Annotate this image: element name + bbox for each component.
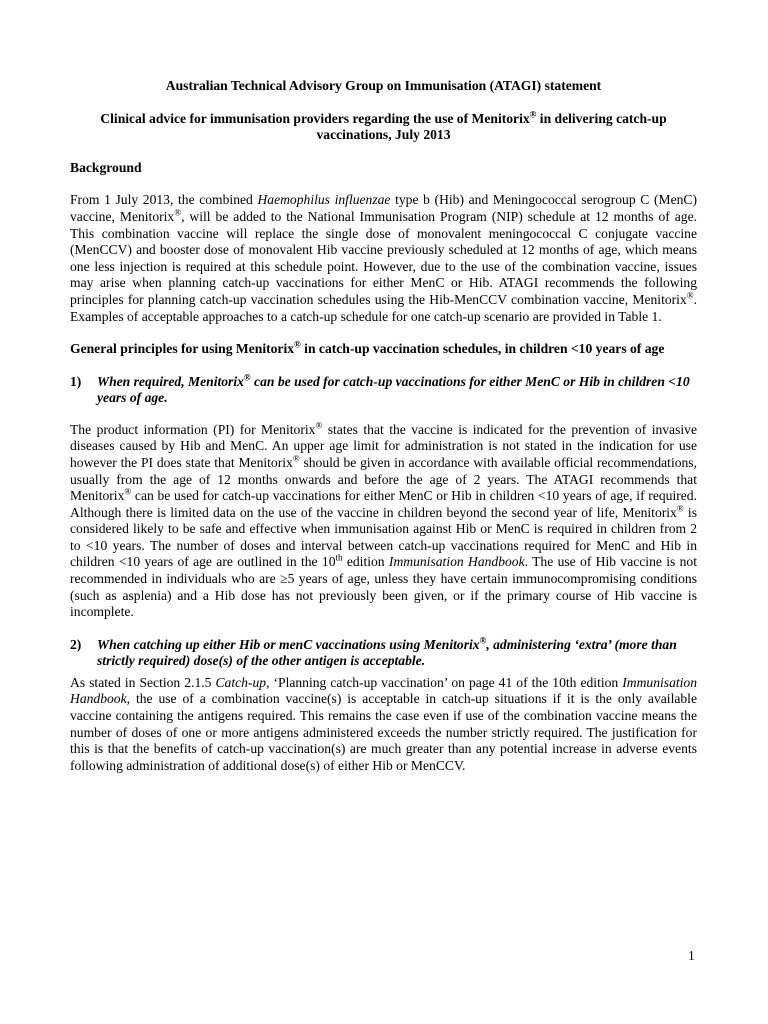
principle-2-paragraph: As stated in Section 2.1.5 Catch-up, ‘Planning catch-up vaccination’ on page 41 of the 10th edition Immunisation Handbook, the use of a combination vaccine(s) is acceptable in catch-up situations if it is the only available vaccine containing the antigens required. This remains the case even if use of the combination vaccine means the number of doses of one or more antigens administered exceeds the number strictly required. The justification for this is that the benefits of catch-up vaccination(s) are much greater than any potential increase in adverse events following administration of additional dose(s) of either Hib or MenCCV. (70, 674, 698, 773)
background-paragraph: From 1 July 2013, the combined Haemophilus influenzae type b (Hib) and Meningococcal serogroup C (MenC) vaccine, Menitorix®, will be added to the National Immunisation Program (NIP) schedule at 12 months of age. This combination vaccine will replace the single dose of monovalent meningococcal C conjugate vaccine (MenCCV) and booster dose of monovalent Hib vaccine previously scheduled at 12 months of age, which means one less injection is required at this schedule point. However, due to the use of the combination vaccine, issues may arise when planning catch-up vaccinations for either MenC or Hib. ATAGI recommends the following principles for planning catch-up vaccination schedules using the Hib-MenCCV combination vaccine, Menitorix®. Examples of acceptable approaches to a catch-up schedule for one catch-up scenario are provided in Table 1. (70, 192, 698, 324)
principle-2-number: 2) (70, 636, 82, 652)
principle-1-text: When required, Menitorix® can be used for catch-up vaccinations for either MenC or Hib in children <10 years of age. (97, 372, 690, 405)
document-title: Australian Technical Advisory Group on Immunisation (ATAGI) statement (165, 78, 602, 93)
principle-2-text: When catching up either Hib or menC vaccinations using Menitorix®, administering ‘extra’ (more than strictly required) dose(s) of the other antigen is acceptable. (97, 635, 677, 668)
principle-1-number: 1) (70, 373, 82, 389)
principle-1-paragraph: The product information (PI) for Menitorix® states that the vaccine is indicated for the prevention of invasive diseases caused by Hib and MenC. An upper age limit for administration is not stated in the indication for use however the PI does state that Menitorix® should be given in accordance with available official recommendations, usually from the age of 12 months onwards and before the age of 2 years. The ATAGI recommends that Menitorix® can be used for catch-up vaccinations for either MenC or Hib in children <10 years of age, if required. Although there is limited data on the use of the vaccine in children beyond the second year of life, Menitorix® is considered likely to be safe and effective when immunisation against Hib or MenC is required in children from 2 to <10 years. The number of doses and interval between catch-up vaccinations required for MenC and Hib in children <10 years of age are outlined in the 10th edition Immunisation Handbook. The use of Hib vaccine is not recommended in individuals who are ≥5 years of age, unless they have certain immunocompromising conditions (such as asplenia) and a Hib dose has not previously been given, or if the primary course of Hib vaccine is incomplete. (70, 420, 697, 620)
page-number: 1 (688, 948, 695, 963)
background-heading: Background (70, 159, 142, 175)
principle-1 (70, 374, 697, 406)
principle-2 (70, 637, 697, 669)
document-subtitle: Clinical advice for immunisation providers regarding the use of Menitorix® in delivering catch-up vaccinations, July 2013 (100, 109, 667, 143)
principles-heading: General principles for using Menitorix® in catch-up vaccination schedules, in children <10 years of age (70, 339, 665, 357)
